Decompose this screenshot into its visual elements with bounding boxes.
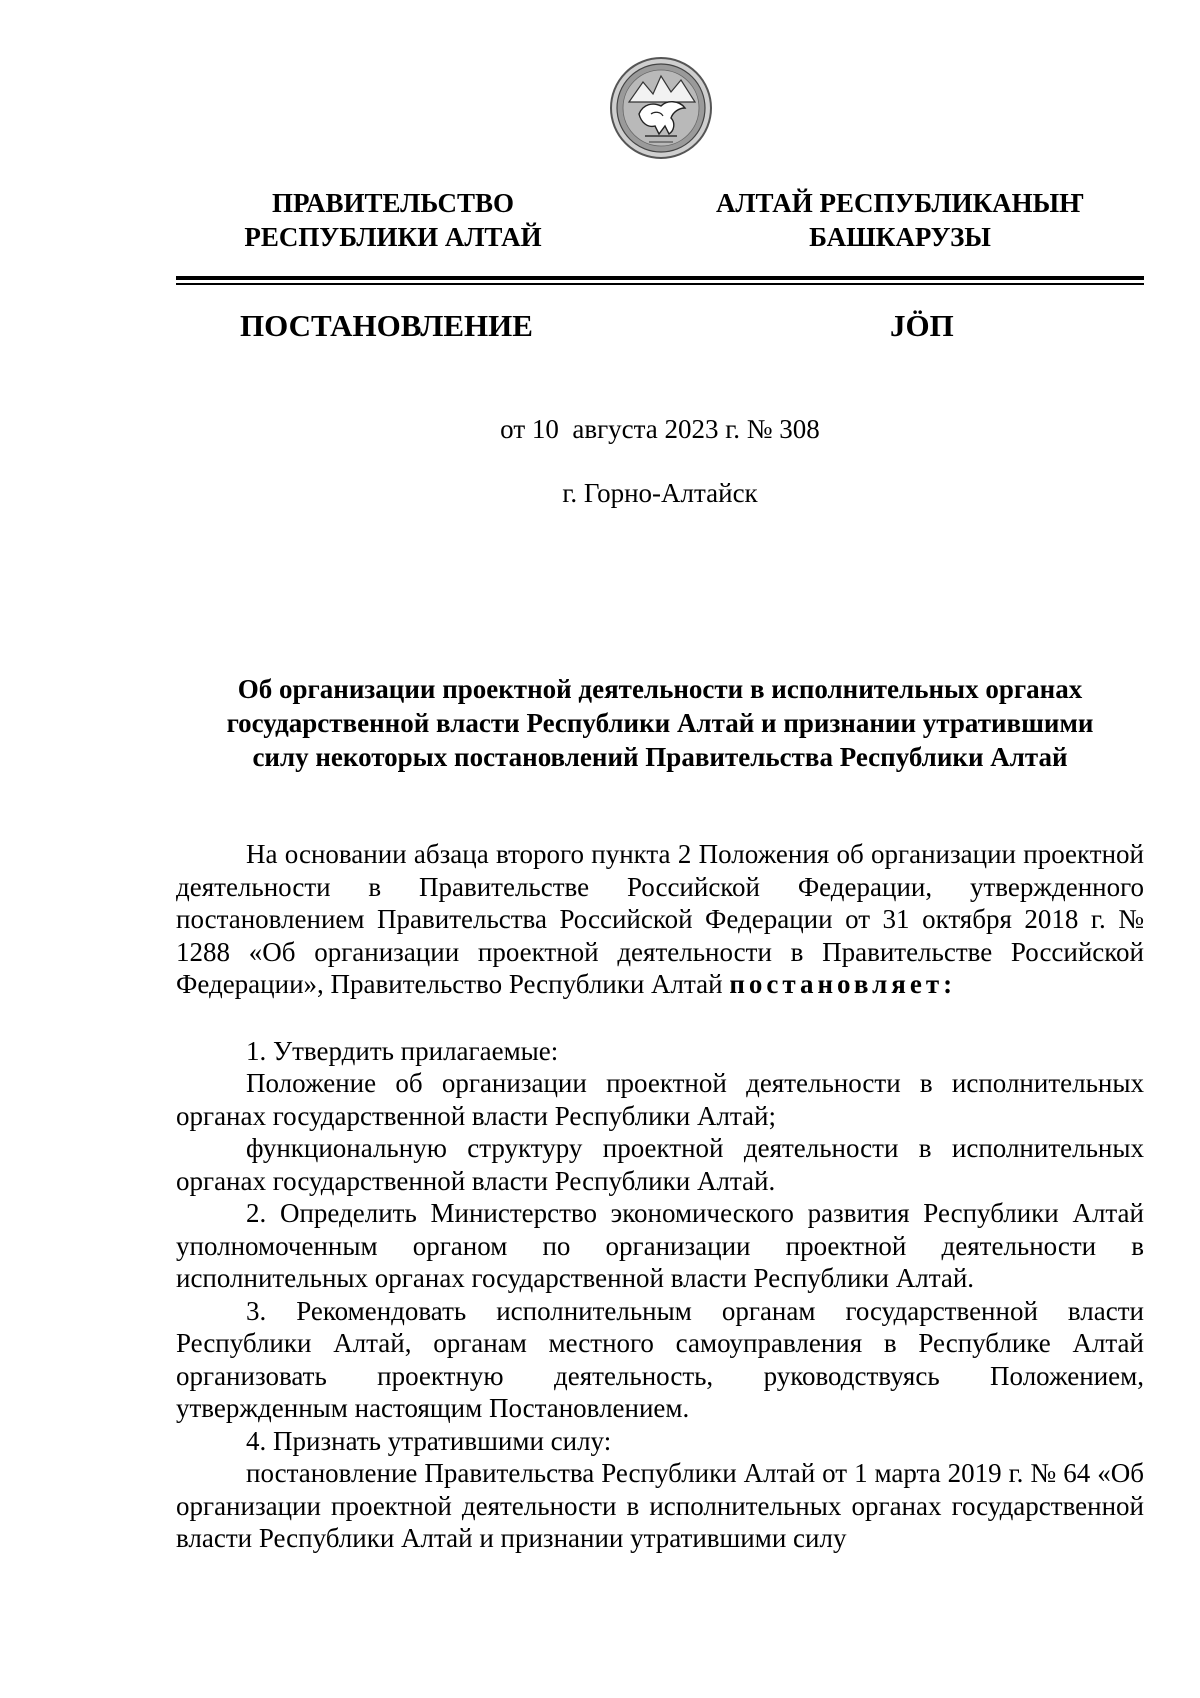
preamble-paragraph [176, 838, 1144, 1001]
divider-thin-line [176, 283, 1144, 285]
resolves-word: постановляет: [729, 969, 957, 999]
document-date-number: от 10 августа 2023 г. № 308 [500, 414, 820, 444]
title-line-3: силу некоторых постановлений Правительства Республики Алтай [252, 742, 1068, 772]
body-paragraph-5: 3. Рекомендовать исполнительным органам государственной власти Республики Алтай, органам местного самоуправления в Республике Алтай организовать проектную деятельность, руководствуясь Положением, утвержденным настоящим Постановлением. [176, 1295, 1144, 1423]
body-paragraph-3: функциональную структуру проектной деятельности в исполнительных органах государственной власти Республики Алтай. [176, 1133, 1144, 1196]
body-paragraph-4: 2. Определить Министерство экономического развития Республики Алтай уполномоченным органом по организации проектной деятельности в исполнительных органах государственной власти Республики Алтай. [176, 1198, 1144, 1293]
body-paragraph-6: 4. Признать утратившими силу: [246, 1425, 612, 1456]
title-line-2: государственной власти Республики Алтай и признании утратившими [226, 708, 1094, 738]
divider-thick-line [176, 276, 1144, 280]
body-paragraph-1: 1. Утвердить прилагаемые: [246, 1035, 559, 1066]
org-name-ru-line-1: ПРАВИТЕЛЬСТВО [271, 188, 515, 218]
org-name-altai [700, 186, 1100, 254]
org-name-russian [218, 186, 568, 254]
org-name-alt-line-1: АЛТАЙ РЕСПУБЛИКАНЫҤ [715, 188, 1085, 218]
coat-of-arms-emblem [609, 56, 713, 160]
title-line-1: Об организации проектной деятельности в исполнительных органах [237, 674, 1083, 704]
body-paragraph-7: постановление Правительства Республики Алтай от 1 марта 2019 г. № 64 «Об организации проектной деятельности в исполнительных органах государственной власти Республики Алтай и признании утратившими силу [176, 1458, 1144, 1553]
header-divider [176, 276, 1144, 286]
body-paragraph-2: Положение об организации проектной деятельности в исполнительных органах государственной власти Республики Алтай; [176, 1068, 1144, 1131]
document-title [176, 672, 1144, 774]
document-city: г. Горно-Алтайск [562, 478, 758, 508]
document-body [176, 838, 1144, 1555]
doc-type-altai: JÖП [890, 308, 954, 343]
doc-type-russian: ПОСТАНОВЛЕНИЕ [240, 308, 533, 343]
org-name-alt-line-2: БАШКАРУЗЫ [809, 222, 991, 252]
org-name-ru-line-2: РЕСПУБЛИКИ АЛТАЙ [244, 222, 542, 252]
preamble-text: На основании абзаца второго пункта 2 Положения об организации проектной деятельности в Правительстве Российской Федерации, утвержденного постановлением Правительства Российской Федерации от 31 октября 2018 г. № 1288 «Об организации проектной деятельности в Правительстве Российской Федерации», Правительство Республики Алтай [176, 839, 1144, 999]
